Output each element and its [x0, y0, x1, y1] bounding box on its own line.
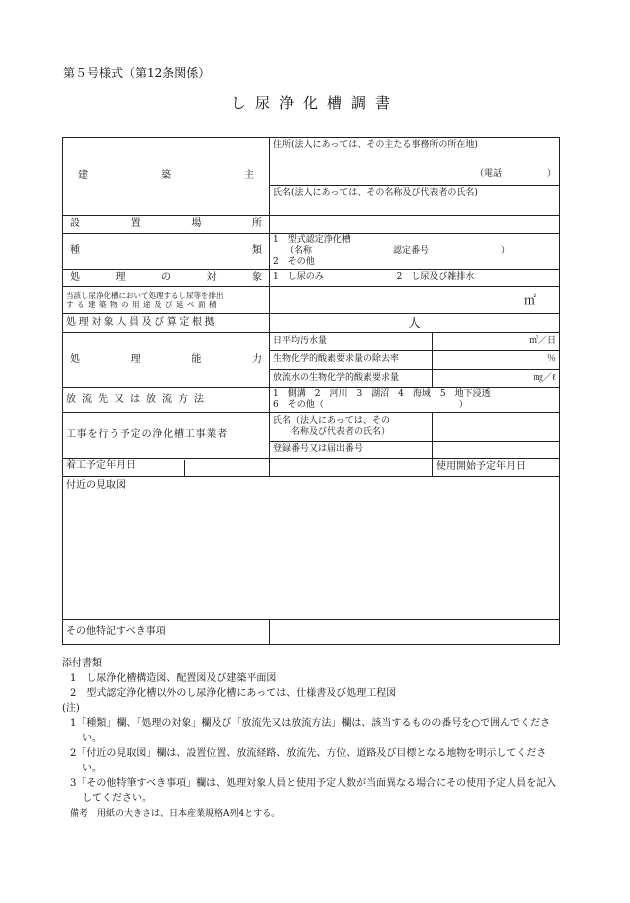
start-date-field[interactable]	[270, 459, 433, 477]
owner-phone: （電話 ）	[475, 169, 557, 180]
owner-name-field[interactable]	[270, 186, 560, 216]
capacity-item-3: 放流水の生物化学的酸素要求量	[270, 370, 433, 388]
type-options[interactable]	[270, 234, 560, 270]
target-label: 処 理 の 対 象	[63, 270, 270, 287]
type-option-1[interactable]: 1 型式認定浄化槽	[273, 234, 351, 245]
target-options[interactable]	[270, 270, 560, 287]
map-label: 付近の見取図	[66, 480, 126, 491]
other-field[interactable]	[270, 620, 560, 645]
building-owner-label: 建 築 主	[63, 138, 270, 216]
attachment-item: 1 し尿浄化槽構造図、配置図及び建築平面図	[70, 673, 277, 684]
discharge-label: 放流先又は放流方法	[63, 388, 270, 413]
persons-label: 処理対象人員及び算定根拠	[63, 314, 270, 333]
attachment-item: 2 型式認定浄化槽以外のし尿浄化槽にあっては、仕様書及び処理工程図	[70, 688, 397, 699]
area-unit: ㎡	[524, 292, 537, 307]
capacity-item-2: 生物化学的酸素要求量の除去率	[270, 351, 433, 370]
map-area[interactable]	[63, 477, 560, 620]
type-option-2[interactable]: 2 その他	[273, 257, 315, 268]
capacity-item-1: 日平均汚水量	[270, 333, 433, 351]
other-label: その他特記すべき事項	[63, 620, 270, 645]
septic-tank-form	[62, 137, 560, 645]
note-item: 1「種類」欄、「処理の対象」欄及び「放流先又は放流方法」欄は、該当するものの番号を○で囲んでください。	[70, 718, 551, 744]
usage-label: 当該し尿浄化槽において処理するし尿等を排出 する建築物の用途及び延べ面積	[63, 287, 270, 314]
owner-address-label: 住所(法人にあっては、その主たる事務所の所在地)	[273, 140, 478, 150]
capacity-value-3[interactable]: ㎎／ℓ	[433, 370, 560, 388]
contractor-name-field[interactable]	[433, 413, 560, 442]
contractor-label: 工事を行う予定の浄化槽工事業者	[63, 413, 270, 459]
owner-address-field[interactable]	[270, 138, 560, 186]
location-label: 設 置 場 所	[63, 216, 270, 234]
notes-title: (注)	[62, 703, 80, 714]
note-item: 3「その他特筆すべき事項」欄は、処理対象人員と使用予定人数が当面異なる場合にその使用予定人員を記入してください。	[70, 778, 557, 804]
capacity-value-1[interactable]: ㎥／日	[433, 333, 560, 351]
remarks: 備考 用紙の大きさは、日本産業規格A列4とする。	[70, 809, 281, 819]
discharge-options-line1: 1 側溝 2 河川 3 湖沼 4 海域 5 地下浸透	[273, 388, 491, 399]
persons-field[interactable]	[270, 314, 560, 333]
discharge-options[interactable]	[270, 388, 560, 413]
discharge-options-line2: 6 その他（ ）	[273, 400, 468, 410]
type-label: 種 類	[63, 234, 270, 270]
capacity-label: 処 理 能 力	[63, 333, 270, 388]
contractor-reg-label: 登録番号又は届出番号	[270, 442, 433, 459]
usage-field[interactable]	[270, 287, 560, 314]
attachments-title: 添付書類	[62, 658, 102, 669]
notes-section	[62, 656, 562, 822]
type-option-1-detail: （名称 認定番号 ）	[285, 245, 511, 256]
owner-name-label: 氏名(法人にあっては、その名称及び代表者の氏名)	[273, 188, 478, 198]
note-item: 2「付近の見取図」欄は、設置位置、放流経路、放流先、方位、道路及び目標となる地物を明示してください。	[70, 748, 547, 774]
start-date-label: 着工予定年月日	[63, 459, 270, 477]
target-option-2[interactable]: 2 し尿及び雑排水	[396, 272, 475, 283]
contractor-name-label: 氏名（法人にあっては、その 名称及び代表者の氏名）	[270, 413, 433, 442]
form-title: し尿浄化槽調書	[230, 94, 399, 112]
use-start-date-label: 使用開始予定年月日	[433, 459, 560, 477]
contractor-reg-field[interactable]	[433, 442, 560, 459]
persons-unit: 人	[408, 315, 421, 330]
capacity-value-2[interactable]: ％	[433, 351, 560, 370]
target-option-1[interactable]: 1 し尿のみ	[273, 272, 324, 283]
form-header: 第５号様式（第12条関係）	[63, 66, 211, 80]
location-field[interactable]	[270, 216, 560, 234]
